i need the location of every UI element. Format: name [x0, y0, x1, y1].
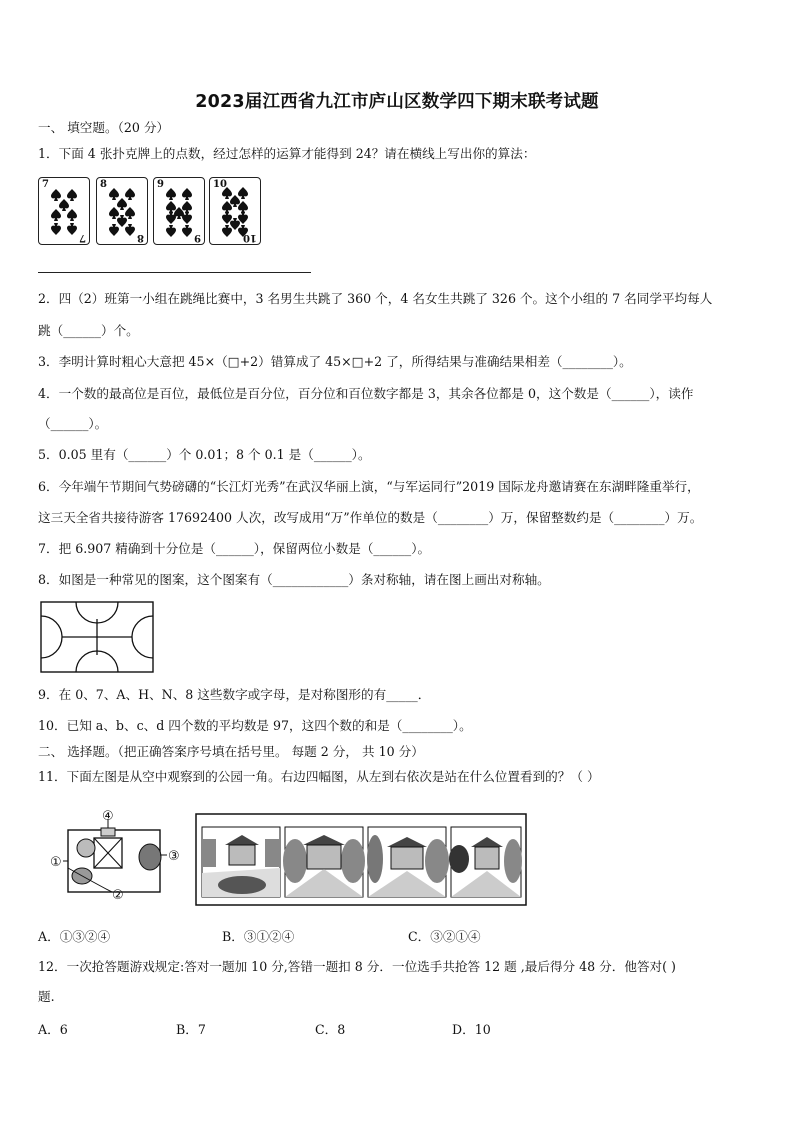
spade-icon — [166, 201, 176, 213]
playing-card-8 — [96, 177, 148, 245]
card-rank-bottom: 9 — [194, 232, 201, 243]
spade-icon — [182, 201, 192, 213]
question-10: 10．已知 a、b、c、d 四个数的平均数是 97，这四个数的和是（________）。 — [38, 718, 472, 733]
spade-icon — [67, 189, 77, 201]
answer-line[interactable] — [38, 272, 311, 273]
question-5: 5．0.05 里有（______）个 0.01；8 个 0.1 是（______）。 — [38, 447, 371, 462]
spade-icon — [117, 198, 127, 210]
question-8: 8．如图是一种常见的图案，这个图案有（____________）条对称轴，请在图上画出对称轴。 — [38, 572, 550, 587]
question-4-line-1: 4．一个数的最高位是百位，最低位是百分位，百分位和百位数字都是 3，其余各位都是 0，这个数是（______），读作 — [38, 386, 694, 401]
view-panel-3 — [367, 827, 449, 897]
playing-card-9 — [153, 177, 205, 245]
spade-icon — [166, 188, 176, 200]
spade-icon — [117, 215, 127, 227]
spade-icon — [67, 223, 77, 235]
spade-icon — [125, 224, 135, 236]
q11-option-c[interactable]: C．③②①④ — [408, 929, 481, 944]
view-panel-1 — [202, 827, 280, 897]
question-12-line-1: 12．一次抢答题游戏规定:答对一题加 10 分,答错一题扣 8 分．一位选手共抢答 12 题 ,最后得分 48 分．他答对( ) — [38, 959, 676, 974]
view-panel-2 — [283, 827, 365, 897]
question-1: 1．下面 4 张扑克牌上的点数，经过怎样的运算才能得到 24？请在横线上写出你的算法： — [38, 146, 536, 161]
position-1-label: ① — [50, 855, 62, 870]
card-rank-top: 10 — [213, 179, 227, 190]
spade-icon — [59, 199, 69, 211]
spade-icon — [67, 209, 77, 221]
q12-option-c[interactable]: C．8 — [315, 1022, 346, 1037]
view-panel-4 — [449, 827, 522, 897]
q11-option-a[interactable]: A．①③②④ — [38, 929, 111, 944]
spade-icon — [238, 187, 248, 199]
spade-icon — [222, 225, 232, 237]
spade-icon — [230, 195, 240, 207]
card-rank-bottom: 8 — [137, 232, 144, 243]
question-6-line-1: 6．今年端午节期间气势磅礴的“长江灯光秀”在武汉华丽上演，“与军运同行”2019 国际龙舟邀请赛在东湖畔隆重举行， — [38, 479, 700, 494]
card-rank-top: 8 — [100, 179, 107, 190]
spade-icon — [125, 207, 135, 219]
question-2-line-2: 跳（______）个。 — [38, 323, 139, 338]
spade-icon — [51, 209, 61, 221]
spade-icon — [125, 188, 135, 200]
park-aerial-figure — [40, 808, 190, 900]
q12-option-b[interactable]: B．7 — [176, 1022, 206, 1037]
q11-option-b[interactable]: B．③①②④ — [222, 929, 295, 944]
question-3: 3．李明计算时粗心大意把 45×（□+2）错算成了 45×□+2 了，所得结果与准确结果相差（________）。 — [38, 354, 632, 369]
page-title: 2023届江西省九江市庐山区数学四下期末联考试题 — [195, 92, 599, 112]
spade-icon — [230, 218, 240, 230]
spade-icon — [109, 207, 119, 219]
spade-icon — [109, 224, 119, 236]
spade-icon — [109, 188, 119, 200]
question-9: 9．在 0、7、A、H、N、8 这些数字或字母，是对称图形的有_____． — [38, 687, 431, 702]
section-choice: 二、 选择题。（把正确答案序号填在括号里。 每题 2 分， 共 10 分） — [38, 744, 424, 759]
position-3-label: ③ — [168, 849, 180, 864]
spade-icon — [51, 223, 61, 235]
question-4-line-2: （______）。 — [38, 416, 108, 431]
card-rank-top: 9 — [157, 179, 164, 190]
court-pattern-figure[interactable] — [40, 601, 154, 673]
q12-option-a[interactable]: A．6 — [38, 1022, 68, 1037]
question-2-line-1: 2．四（2）班第一小组在跳绳比赛中，3 名男生共跳了 360 个，4 名女生共跳了 326 个。这个小组的 7 名同学平均每人 — [38, 291, 713, 306]
spade-icon — [166, 225, 176, 237]
question-12-line-2: 题. — [38, 989, 55, 1004]
spade-icon — [51, 189, 61, 201]
playing-card-7 — [38, 177, 90, 245]
section-fill-in: 一、 填空题。（20 分） — [38, 120, 170, 135]
spade-icon — [182, 225, 192, 237]
park-views-figure — [195, 813, 527, 906]
card-rank-bottom: 7 — [79, 232, 86, 243]
question-11: 11．下面左图是从空中观察到的公园一角。右边四幅图，从左到右依次是站在什么位置看到的？（ ） — [38, 769, 600, 784]
position-2-label: ② — [112, 888, 124, 900]
q12-option-d[interactable]: D．10 — [452, 1022, 491, 1037]
card-rank-top: 7 — [42, 179, 49, 190]
spade-icon — [182, 188, 192, 200]
position-4-label: ④ — [102, 809, 114, 824]
question-6-line-2: 这三天全省共接待游客 17692400 人次，改写成用“万”作单位的数是（________）万，保留整数约是（________）万。 — [38, 510, 703, 525]
question-7: 7．把 6.907 精确到十分位是（______），保留两位小数是（______）。 — [38, 541, 431, 556]
playing-card-10 — [209, 177, 261, 245]
card-rank-bottom: 10 — [243, 232, 257, 243]
